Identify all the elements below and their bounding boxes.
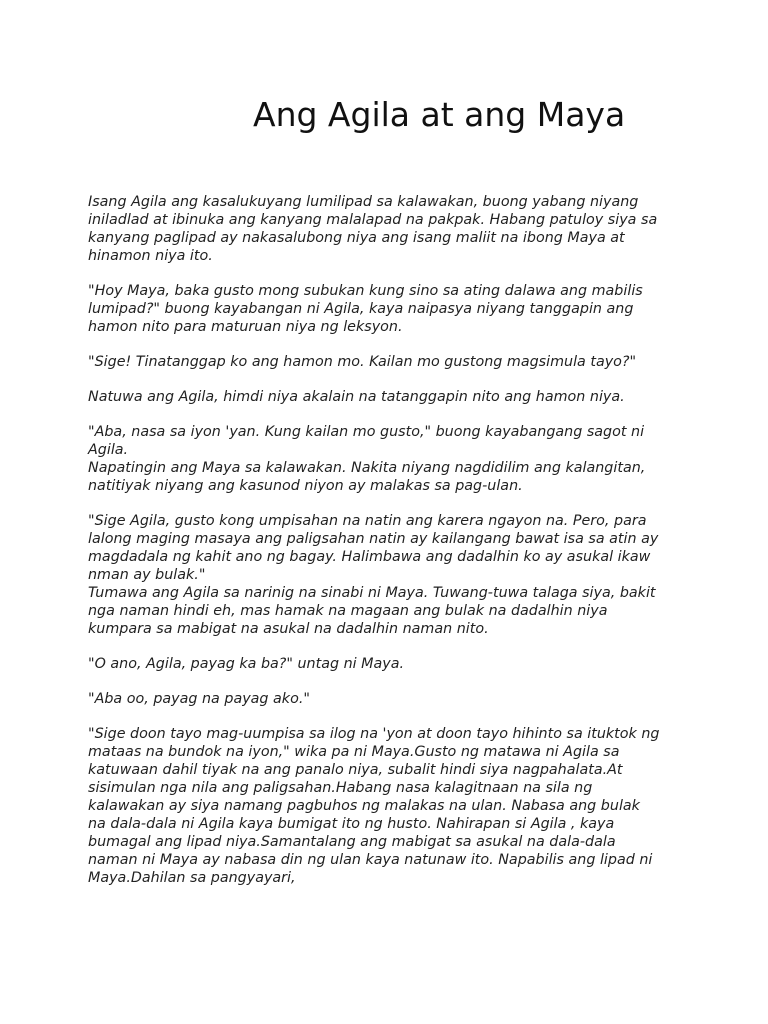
story-paragraph: "Aba, nasa sa iyon 'yan. Kung kailan mo gusto," buong kayabangang sagot ni Agila. Napatingin ang Maya sa kalawakan. Nakita niyang nagdidilim ang kalangitan, natitiyak niyang ang kasunod niyon ay malakas sa pag-ulan. [88,424,646,494]
page-title [64,92,704,137]
story-paragraph: "Sige Agila, gusto kong umpisahan na natin ang karera ngayon na. Pero, para lalong maging masaya ang paligsahan natin ay kailangang bawat isa sa atin ay magdadala ng kahit ano ng bagay. Halimbawa ang dadalhin ko ay asukal ikaw nman ay bulak." Tumawa ang Agila sa narinig na sinabi ni Maya. Tuwang-tuwa talaga siya, bakit nga naman hindi eh, mas hamak na magaan ang bulak na dadalhin niya kumpara sa mabigat na asukal na dadalhin naman nito. [88,513,659,637]
story-paragraph: "O ano, Agila, payag ka ba?" untag ni Maya. [88,656,405,672]
story-body [88,193,660,904]
story-paragraph: "Hoy Maya, baka gusto mong subukan kung sino sa ating dalawa ang mabilis lumipad?" buong kayabangan ni Agila, kaya naipasya niyang tanggapin ang hamon nito para maturuan niya ng leksyon. [88,283,643,335]
title-text: Ang Agila at ang Maya [253,95,626,134]
story-paragraph: Isang Agila ang kasalukuyang lumilipad sa kalawakan, buong yabang niyang iniladlad at ibinuka ang kanyang malalapad na pakpak. Habang patuloy siya sa kanyang paglipad ay nakasalubong niya ang isang maliit na ibong Maya at hinamon niya ito. [88,194,658,264]
story-paragraph: "Sige doon tayo mag-uumpisa sa ilog na 'yon at doon tayo hihinto sa ituktok ng mataas na bundok na iyon," wika pa ni Maya.Gusto ng matawa ni Agila sa katuwaan dahil tiyak na ang panalo niya, subalit hindi siya nagpahalata.At sisimulan nga nila ang paligsahan.Habang nasa kalagitnaan na sila ng kalawakan ay siya namang pagbuhos ng malakas na ulan. Nabasa ang bulak na dala-dala ni Agila kaya bumigat ito ng husto. Nahirapan si Agila , kaya bumagal ang lipad niya.Samantalang ang mabigat sa asukal na dala-dala naman ni Maya ay nabasa din ng ulan kaya natunaw ito. Napabilis ang lipad ni Maya.Dahilan sa pangyayari, [88,726,660,886]
story-paragraph: "Aba oo, payag na payag ako." [88,691,310,707]
story-paragraph: "Sige! Tinatanggap ko ang hamon mo. Kailan mo gustong magsimula tayo?" [88,354,637,370]
story-paragraph: Natuwa ang Agila, himdi niya akalain na tatanggapin nito ang hamon niya. [88,389,625,405]
